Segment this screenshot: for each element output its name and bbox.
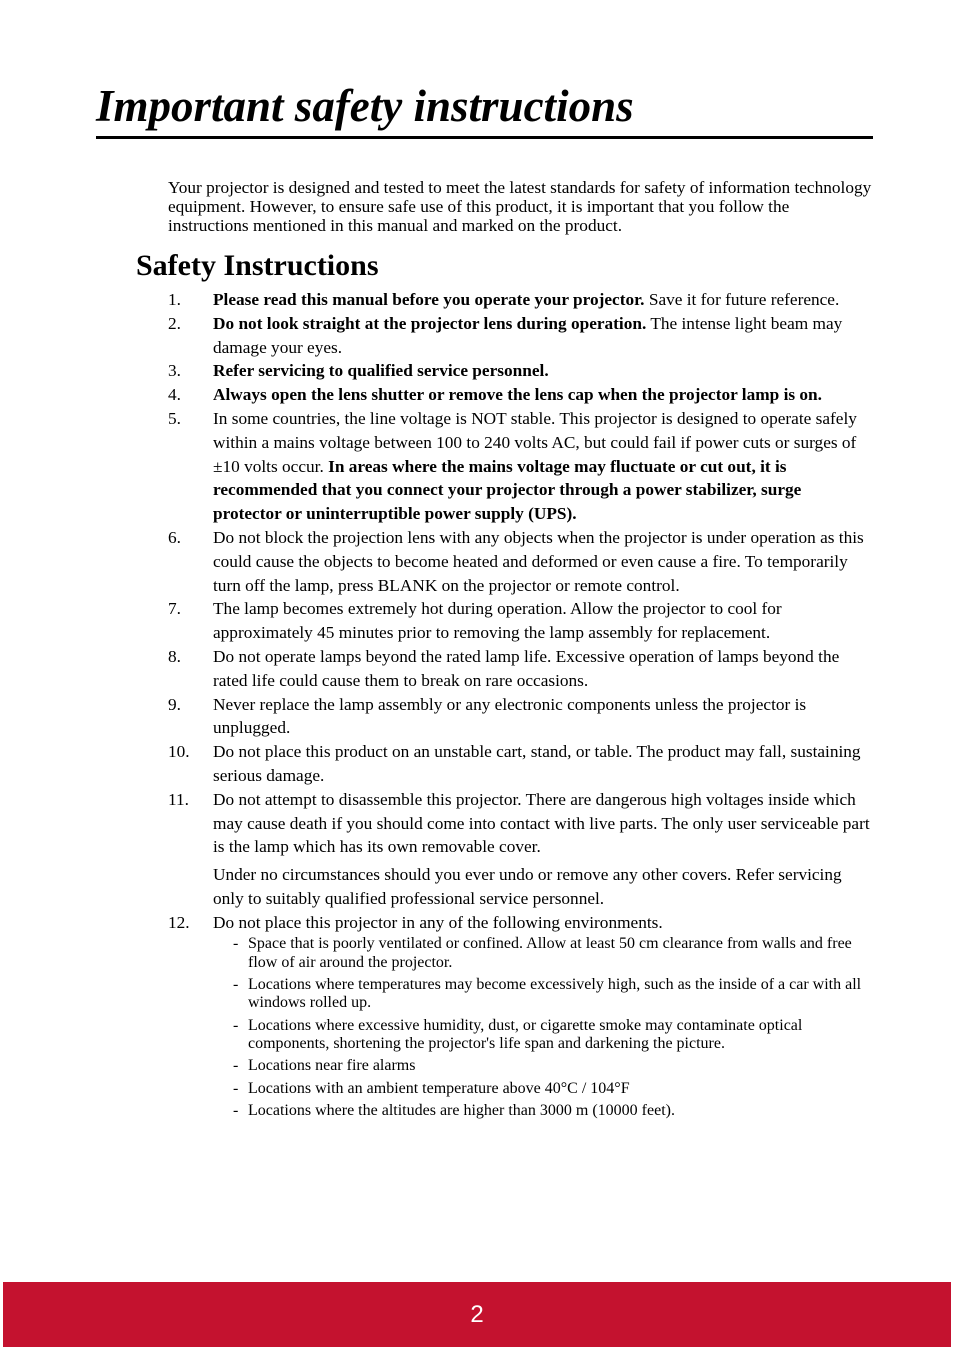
item-bold-text: Please read this manual before you operate your projector. xyxy=(213,290,645,309)
environment-item xyxy=(213,1017,873,1054)
item-extra-paragraph: Under no circumstances should you ever undo or remove any other covers. Refer servicing only to suitably qualified professional service personnel. xyxy=(213,865,842,908)
environment-text: Space that is poorly ventilated or confined. Allow at least 50 cm clearance from walls and free flow of air around the projector. xyxy=(248,935,852,971)
item-number: 9. xyxy=(168,694,181,714)
item-text: Do not block the projection lens with any objects when the projector is under operation as this could cause the objects to become heated and deformed or even cause a fire. To temporarily turn off the lamp, press BLANK on the projector or remote control. xyxy=(213,527,864,595)
item-number: 1. xyxy=(168,290,181,309)
environment-item xyxy=(213,976,873,1013)
environment-item xyxy=(213,1080,873,1099)
item-text: Never replace the lamp assembly or any electronic components unless the projector is unplugged. xyxy=(213,694,807,738)
item-plain-text: The intense light beam may damage your eyes. xyxy=(213,313,843,357)
environment-text: Locations near fire alarms xyxy=(248,1057,416,1075)
item-bold-text: In areas where the mains voltage may fluctuate or cut out, it is recommended that you connect your projector through a power stabilizer, surge protector or uninterruptible power supply (UPS). xyxy=(213,456,802,524)
item-number: 6. xyxy=(168,527,181,547)
environment-text: Locations where excessive humidity, dust, or cigarette smoke may contaminate optical components, shortening the projector's life span and darkening the picture. xyxy=(248,1016,803,1053)
intro-paragraph: Your projector is designed and tested to meet the latest standards for safety of information technology equipment. However, to ensure safe use of this product, it is important that you follow the instructions mentioned in this manual and marked on the product. xyxy=(168,178,872,235)
dash-bullet: - xyxy=(233,935,239,953)
item-bold-text: Refer servicing to qualified service personnel. xyxy=(213,361,549,381)
page-number: 2 xyxy=(470,1301,484,1328)
item-number: 3. xyxy=(168,361,181,381)
environment-list xyxy=(213,935,873,1120)
item-text: Do not place this projector in any of the following environments. xyxy=(213,912,663,932)
environment-item xyxy=(213,1057,873,1076)
dash-bullet: - xyxy=(233,975,239,993)
item-number: 12. xyxy=(168,912,190,932)
environment-text: Locations with an ambient temperature above 40°C / 104°F xyxy=(248,1079,630,1097)
item-number: 4. xyxy=(168,385,181,405)
footer-bar xyxy=(3,1282,951,1347)
item-plain-text: Save it for future reference. xyxy=(644,290,840,309)
item-number: 11. xyxy=(168,789,189,809)
list-item xyxy=(168,526,873,597)
item-number: 5. xyxy=(168,408,181,428)
environment-text: Locations where the altitudes are higher than 3000 m (10000 feet). xyxy=(248,1101,675,1119)
page-title: Important safety instructions xyxy=(96,81,634,131)
item-bold-text: Always open the lens shutter or remove the lens cap when the projector lamp is on. xyxy=(213,385,822,405)
list-item xyxy=(168,383,873,407)
item-text: Do not operate lamps beyond the rated lamp life. Excessive operation of lamps beyond the rated life could cause them to break on rare occasions. xyxy=(213,646,840,690)
item-text xyxy=(213,407,873,526)
list-item xyxy=(168,359,873,383)
item-text: Do not attempt to disassemble this projector. There are dangerous high voltages inside which may cause death if you should come into contact with live parts. The only user serviceable part is the lamp which has its own removable cover. xyxy=(213,789,870,857)
item-text: The lamp becomes extremely hot during operation. Allow the projector to cool for approximately 45 minutes prior to removing the lamp assembly for replacement. xyxy=(213,599,782,643)
list-item xyxy=(168,911,873,1121)
environment-item xyxy=(213,935,873,972)
item-number: 2. xyxy=(168,313,181,333)
dash-bullet: - xyxy=(233,1016,239,1034)
list-item xyxy=(168,312,873,360)
item-text xyxy=(213,359,873,383)
item-number: 10. xyxy=(168,742,190,762)
list-item xyxy=(168,597,873,645)
item-text xyxy=(213,288,873,312)
list-item xyxy=(168,788,873,911)
list-item xyxy=(168,288,873,312)
dash-bullet: - xyxy=(233,1101,239,1119)
item-plain-text: In some countries, the line voltage is NOT stable. This projector is designed to operate safely within a mains voltage between 100 to 240 volts AC, but could fail if power cuts or surges of ±10 volts occur. xyxy=(213,408,857,476)
dash-bullet: - xyxy=(233,1057,239,1075)
environment-item xyxy=(213,1102,873,1121)
item-text xyxy=(213,312,873,360)
list-item xyxy=(168,645,873,693)
item-text: Do not place this product on an unstable cart, stand, or table. The product may fall, sustaining serious damage. xyxy=(213,742,861,785)
item-bold-text: Do not look straight at the projector lens during operation. xyxy=(213,313,647,333)
list-item xyxy=(168,693,873,741)
safety-instructions-list xyxy=(168,288,873,1120)
section-heading: Safety Instructions xyxy=(136,249,379,282)
list-item xyxy=(168,407,873,526)
title-rule xyxy=(96,136,873,139)
list-item xyxy=(168,740,873,788)
environment-text: Locations where temperatures may become excessively high, such as the inside of a car with all windows rolled up. xyxy=(248,975,862,1012)
item-number: 8. xyxy=(168,646,181,666)
dash-bullet: - xyxy=(233,1079,239,1097)
item-text xyxy=(213,383,873,407)
item-number: 7. xyxy=(168,599,181,619)
